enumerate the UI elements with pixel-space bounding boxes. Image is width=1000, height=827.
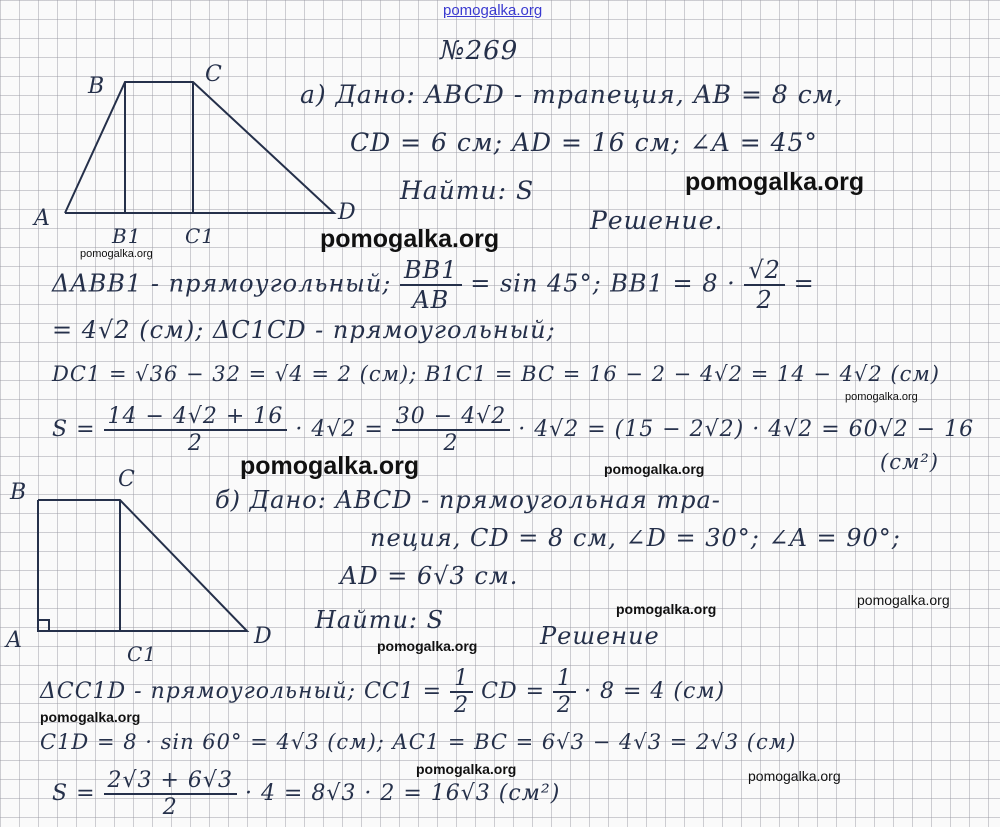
label-b: B [88, 74, 106, 99]
part-b-line-3b: · 4 = 8√3 · 2 = 16√3 (см²) [244, 781, 561, 806]
watermark: pomogalka.org [616, 601, 717, 617]
part-a-find: Найти: S [400, 176, 535, 205]
part-a-given-1: а) Дано: ABCD - трапеция, AB = 8 см, [300, 80, 844, 109]
watermark: pomogalka.org [857, 592, 950, 608]
trapezoid-1-outline [65, 82, 334, 213]
part-a-line-4b: · 4√2 = [295, 417, 384, 442]
label-a-2: A [6, 628, 23, 653]
part-b-line-1c: · 8 = 4 (см) [584, 679, 726, 704]
fraction-area-b [104, 768, 237, 820]
fraction-denominator: 2 [187, 431, 203, 456]
label-c-2: C [118, 467, 136, 492]
part-b-find: Найти: S [315, 606, 445, 634]
label-b1: B1 [112, 224, 142, 248]
part-b-given-1: б) Дано: ABCD - прямоугольная тра- [215, 486, 721, 514]
site-link[interactable]: pomogalka.org [443, 2, 543, 19]
watermark: pomogalka.org [80, 248, 153, 260]
fraction-denominator: 2 [557, 693, 573, 718]
watermark: pomogalka.org [320, 225, 500, 253]
part-a-line-3: DC1 = √36 − 32 = √4 = 2 (см); B1C1 = BC = 16 − 2 − 4√2 = 14 − 4√2 (см) [52, 362, 940, 386]
part-a-line-4c: · 4√2 = (15 − 2√2) · 4√2 = 60√2 − 16 [518, 417, 975, 442]
part-b-line-1a: ΔCC1D - прямоугольный; CC1 = [40, 679, 443, 704]
part-a-given-2: CD = 6 см; AD = 16 см; ∠A = 45° [350, 128, 818, 157]
fraction-denominator: 2 [443, 431, 459, 456]
part-a-unit: (см²) [880, 450, 939, 474]
part-b-line-1b: CD = [481, 679, 546, 704]
part-b-line-1 [40, 666, 725, 718]
part-a-line-1a: ΔABB1 - прямоугольный; [52, 269, 392, 298]
fraction-numerator: 30 − 4√2 [392, 404, 510, 431]
label-a: A [34, 206, 51, 231]
trapezoid-2-outline [38, 500, 247, 631]
part-a-line-4 [52, 404, 974, 456]
fraction-numerator: BB1 [400, 256, 462, 286]
part-a-line-1 [52, 256, 815, 314]
fraction-area-1 [104, 404, 288, 456]
part-b-given-3: AD = 6√3 см. [340, 562, 519, 590]
fraction-bb1-ab [400, 256, 462, 314]
part-a-solution-title: Решение. [590, 206, 724, 235]
label-c1-2: C1 [127, 642, 158, 666]
fraction-numerator: 1 [450, 666, 473, 693]
fraction-one-half-2 [553, 666, 576, 718]
part-b-line-3a: S = [52, 781, 96, 806]
fraction-area-2 [392, 404, 510, 456]
part-a-line-1c: = [793, 269, 815, 298]
watermark: pomogalka.org [685, 168, 865, 196]
fraction-numerator: 14 − 4√2 + 16 [104, 404, 288, 431]
fraction-numerator: 2√3 + 6√3 [104, 768, 237, 795]
fraction-one-half-1 [450, 666, 473, 718]
part-a-line-4a: S = [52, 417, 96, 442]
part-a-line-1b: = sin 45°; BB1 = 8 · [470, 269, 736, 298]
watermark: pomogalka.org [845, 391, 918, 403]
label-b-2: B [10, 480, 28, 505]
part-b-solution-title: Решение [540, 622, 660, 650]
right-angle-mark [38, 620, 49, 631]
part-a-line-2: = 4√2 (см); ΔC1CD - прямоугольный; [52, 316, 556, 344]
watermark: pomogalka.org [604, 461, 705, 477]
label-c1: C1 [185, 224, 216, 248]
trapezoid-figure-2 [38, 500, 247, 631]
watermark: pomogalka.org [377, 638, 478, 654]
trapezoid-figure-1 [65, 82, 334, 213]
part-b-line-2: C1D = 8 · sin 60° = 4√3 (см); AC1 = BC = 6√3 − 4√3 = 2√3 (см) [40, 730, 797, 754]
part-b-given-2: пеция, CD = 8 см, ∠D = 30°; ∠A = 90°; [370, 524, 901, 552]
fraction-sqrt2-2 [744, 256, 785, 314]
fraction-denominator: 2 [454, 693, 470, 718]
fraction-denominator: 2 [756, 286, 773, 314]
label-d: D [338, 200, 357, 225]
label-d-2: D [254, 624, 273, 649]
label-c: C [205, 62, 223, 87]
watermark: pomogalka.org [748, 768, 841, 784]
fraction-denominator: AB [412, 286, 450, 314]
problem-number: №269 [440, 36, 519, 66]
watermark: pomogalka.org [416, 761, 517, 777]
watermark: pomogalka.org [40, 709, 141, 725]
fraction-numerator: 1 [553, 666, 576, 693]
fraction-denominator: 2 [162, 795, 178, 820]
watermark: pomogalka.org [240, 452, 420, 480]
fraction-numerator: √2 [744, 256, 785, 286]
